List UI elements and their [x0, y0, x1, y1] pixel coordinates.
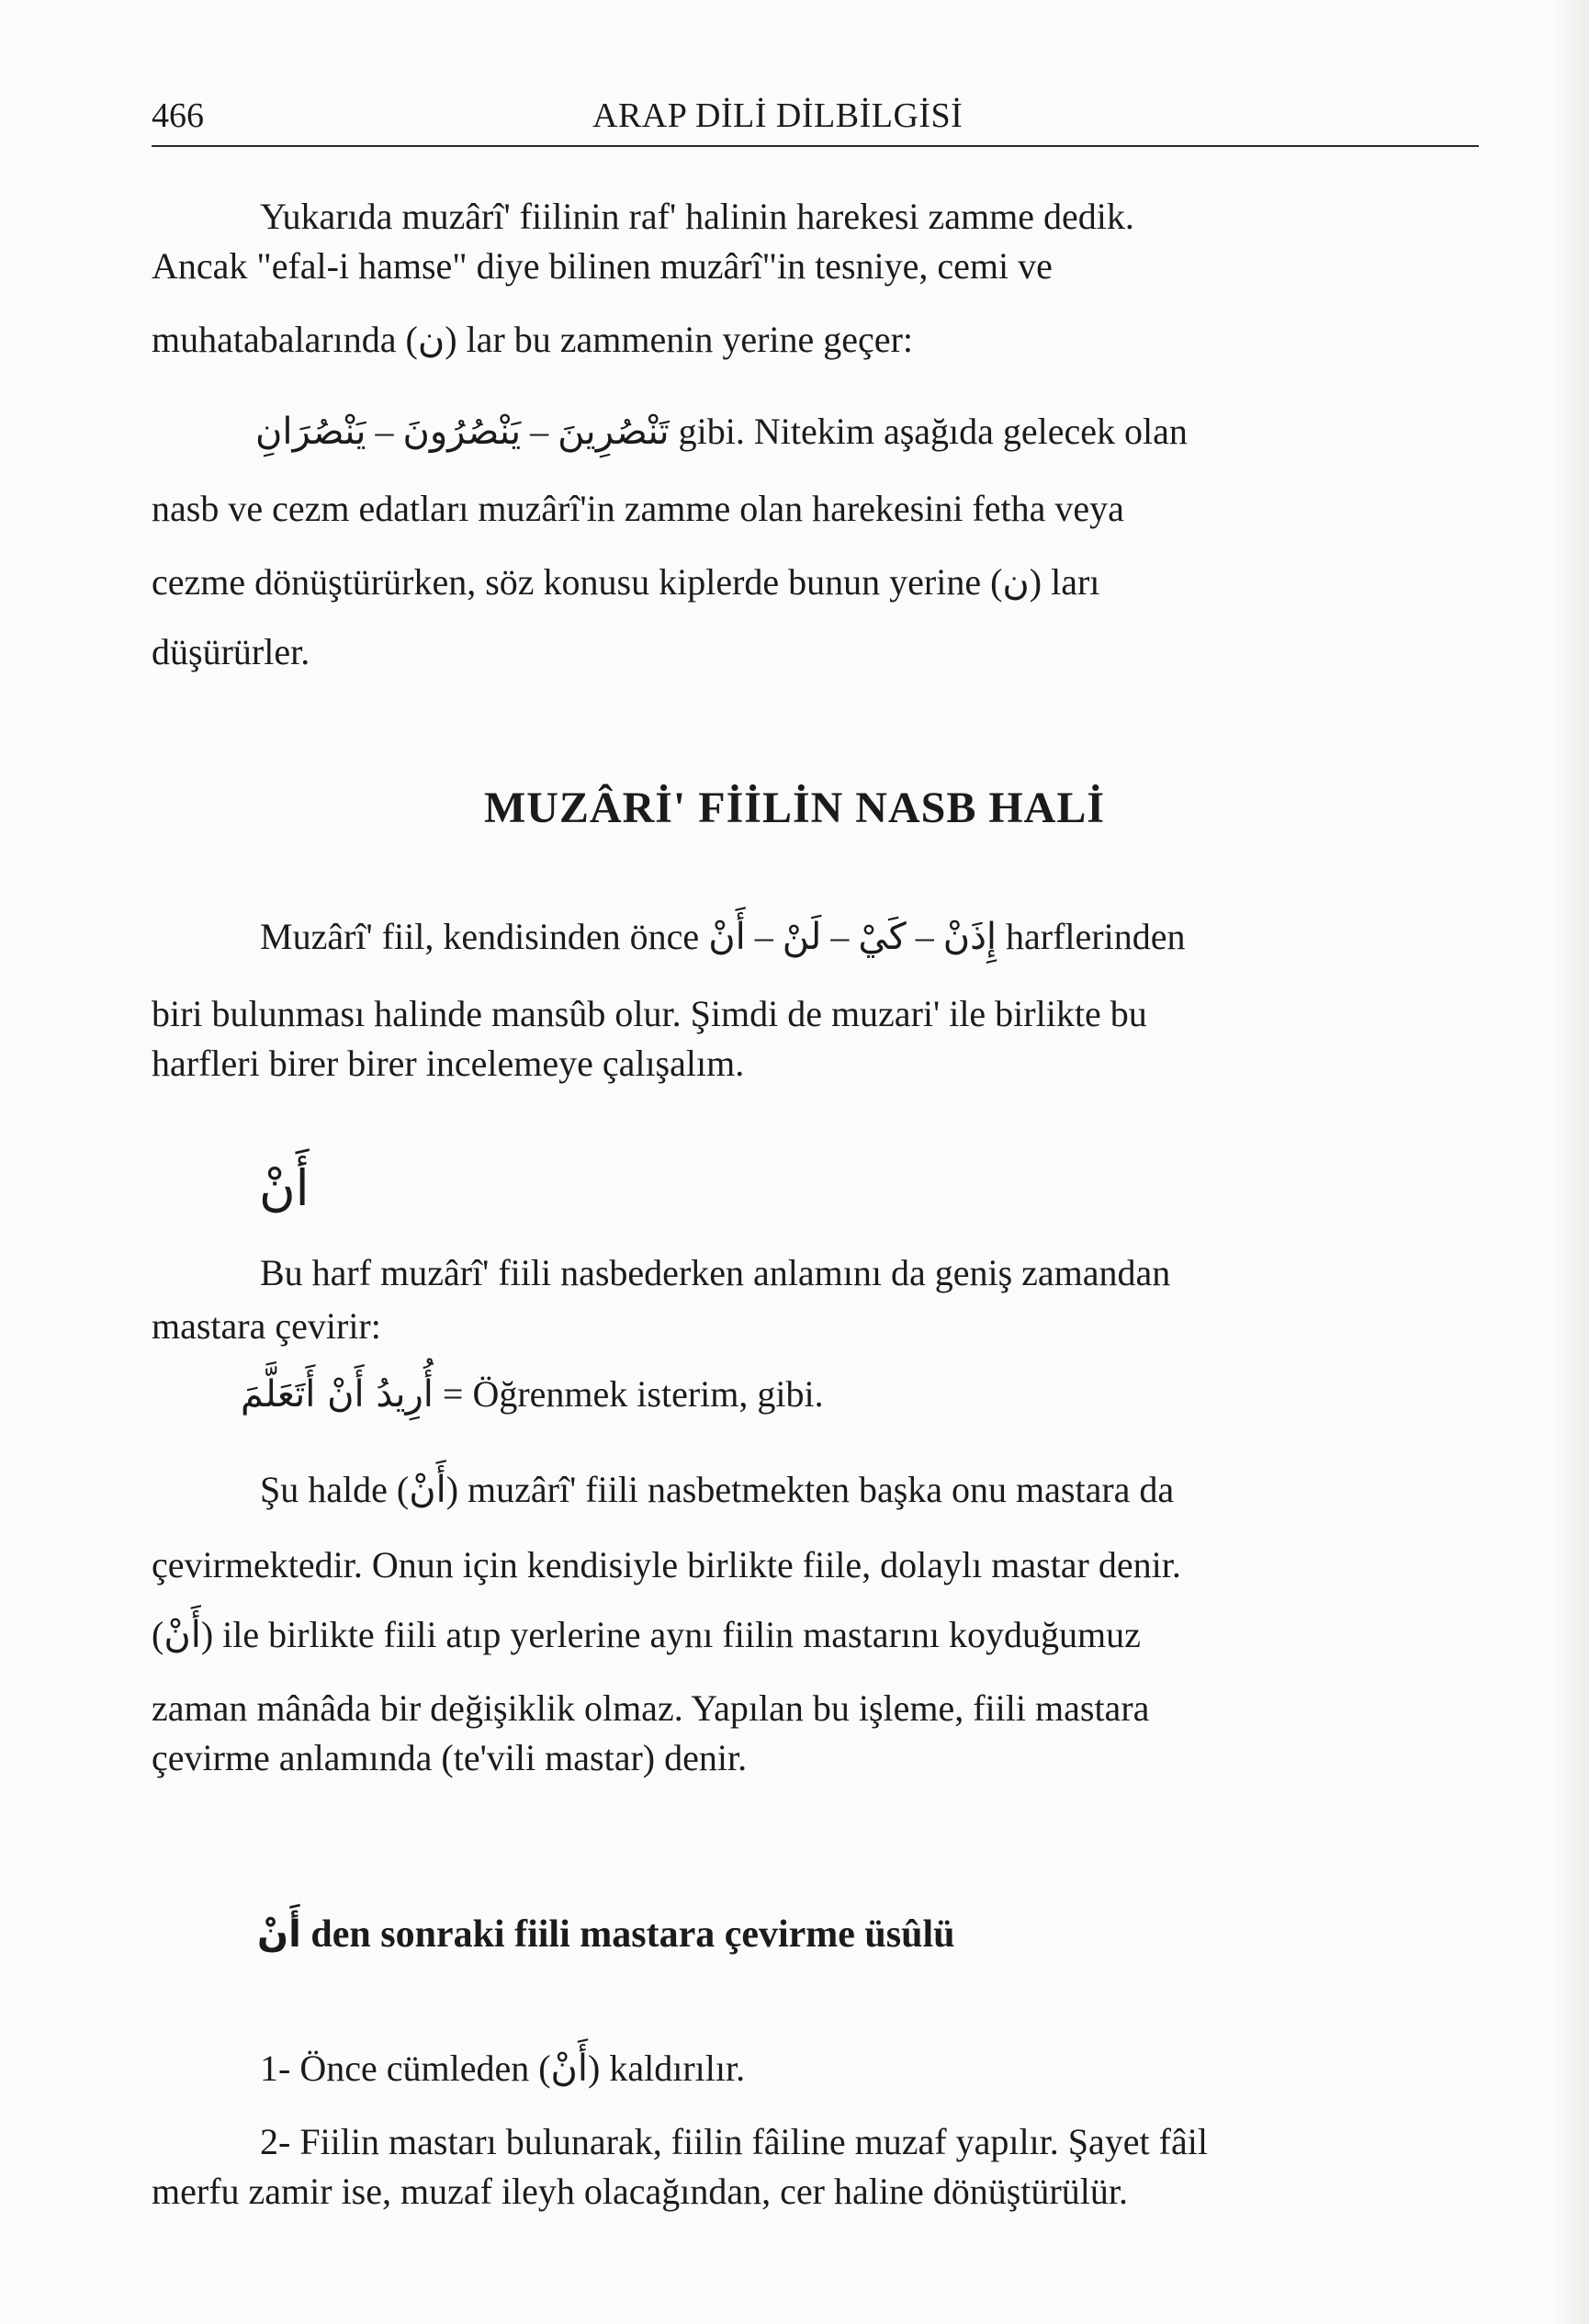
p3-post: harflerinden	[1006, 916, 1186, 957]
p2-line2	[152, 560, 1099, 604]
nun-letter: ن	[417, 319, 445, 361]
header-rule	[152, 145, 1479, 147]
step-2-line1: 2- Fiilin mastarı bulunarak, fiilin fâiline muzaf yapılır. Şayet fâil	[260, 2121, 1208, 2162]
p5-line1-pre: Şu halde (	[260, 1469, 410, 1510]
p1-line3	[152, 318, 913, 361]
dash-3: –	[754, 916, 773, 957]
dash-5: –	[915, 916, 934, 957]
p5-line2: çevirmektedir. Onun için kendisiyle birlikte fiile, dolaylı mastar denir.	[152, 1544, 1181, 1585]
p3-line1	[260, 915, 1185, 958]
p5-line1-post: ) muzârî' fiili nasbetmekten başka onu mastara da	[445, 1469, 1175, 1510]
example-yansurani: يَنْصُرَانِ	[255, 411, 366, 453]
p5-line3-post: ) ile birlikte fiili atıp yerlerine aynı fiilin mastarını koyduğumuz	[200, 1614, 1141, 1655]
running-title: ARAP DİLİ DİLBİLGİSİ	[592, 96, 964, 135]
an-heading: أَنْ	[259, 1159, 310, 1217]
p5-line4: zaman mânâda bir değişiklik olmaz. Yapılan bu işleme, fiili mastara	[152, 1687, 1150, 1729]
p5-line1	[260, 1468, 1174, 1511]
dash-1: –	[375, 411, 394, 452]
p2-line2-post: ) ları	[1029, 561, 1100, 603]
particle-kay: كَيْ	[858, 916, 907, 958]
p4-example	[241, 1372, 824, 1416]
section-heading: MUZÂRİ' FİİLİN NASB HALİ	[483, 784, 1106, 832]
subheading-text: den sonraki fiili mastara çevirme üsûlü	[300, 1913, 955, 1956]
p4-line2: mastara çevirir:	[152, 1305, 381, 1347]
page-number: 466	[152, 96, 204, 135]
scan-edge	[1552, 0, 1589, 2324]
particle-an: أَنْ	[708, 916, 746, 958]
step-1-an: أَنْ	[550, 2048, 589, 2090]
an-inline-2: أَنْ	[163, 1614, 201, 1656]
example-tansurina: تَنْصُرِينَ	[558, 411, 670, 453]
step-1-pre: 1- Önce cümleden (	[260, 2048, 551, 2089]
subheading-an: أَنْ	[257, 1913, 301, 1956]
p3-line2: biri bulunması halinde mansûb olur. Şimdi de muzari' ile birlikte bu	[152, 993, 1147, 1034]
example-translation: = Öğrenmek isterim, gibi.	[442, 1373, 824, 1415]
example-yansuruna: يَنْصُرُونَ	[402, 411, 522, 453]
particle-lan: لَنْ	[782, 916, 822, 958]
p5-line3	[152, 1613, 1141, 1656]
example-line	[255, 410, 1188, 453]
particle-idhan: إِذَنْ	[942, 916, 997, 958]
running-header	[152, 96, 1479, 151]
example-uridu-an-ataallama: أُرِيدُ أَنْ أَتَعَلَّمَ	[241, 1373, 434, 1416]
p2-line2-pre: cezme dönüştürürken, söz konusu kiplerde bunun yerine (	[152, 561, 1003, 603]
step-2-line2: merfu zamir ise, muzaf ileyh olacağından, cer haline dönüştürülür.	[152, 2171, 1128, 2212]
dash-2: –	[530, 411, 549, 452]
p1-line3-post: ) lar bu zammenin yerine geçer:	[445, 319, 913, 360]
p3-pre: Muzârî' fiil, kendisinden önce	[260, 916, 700, 957]
step-1	[260, 2047, 745, 2090]
p1-line1: Yukarıda muzârî' fiilinin raf' halinin harekesi zamme dedik.	[260, 196, 1134, 237]
p5-line3-pre: (	[152, 1614, 164, 1655]
p5-line5: çevirme anlamında (te'vili mastar) denir.	[152, 1737, 748, 1778]
p1-line2: Ancak "efal-i hamse" diye bilinen muzârî"in tesniye, cemi ve	[152, 245, 1053, 287]
dash-4: –	[830, 916, 850, 957]
subheading	[257, 1912, 955, 1957]
nun-letter-2: ن	[1002, 561, 1030, 604]
p3-line3: harfleri birer birer incelemeye çalışalım.	[152, 1043, 745, 1084]
p4-line1: Bu harf muzârî' fiili nasbederken anlamını da geniş zamandan	[260, 1252, 1171, 1293]
p1-line3-pre: muhatabalarında (	[152, 319, 418, 360]
p2-line3: düşürürler.	[152, 631, 310, 672]
step-1-post: ) kaldırılır.	[588, 2048, 746, 2089]
example-line-rest: gibi. Nitekim aşağıda gelecek olan	[678, 411, 1188, 452]
an-inline-1: أَنْ	[409, 1469, 446, 1511]
p2-line1: nasb ve cezm edatları muzârî'in zamme olan harekesini fetha veya	[152, 488, 1124, 529]
